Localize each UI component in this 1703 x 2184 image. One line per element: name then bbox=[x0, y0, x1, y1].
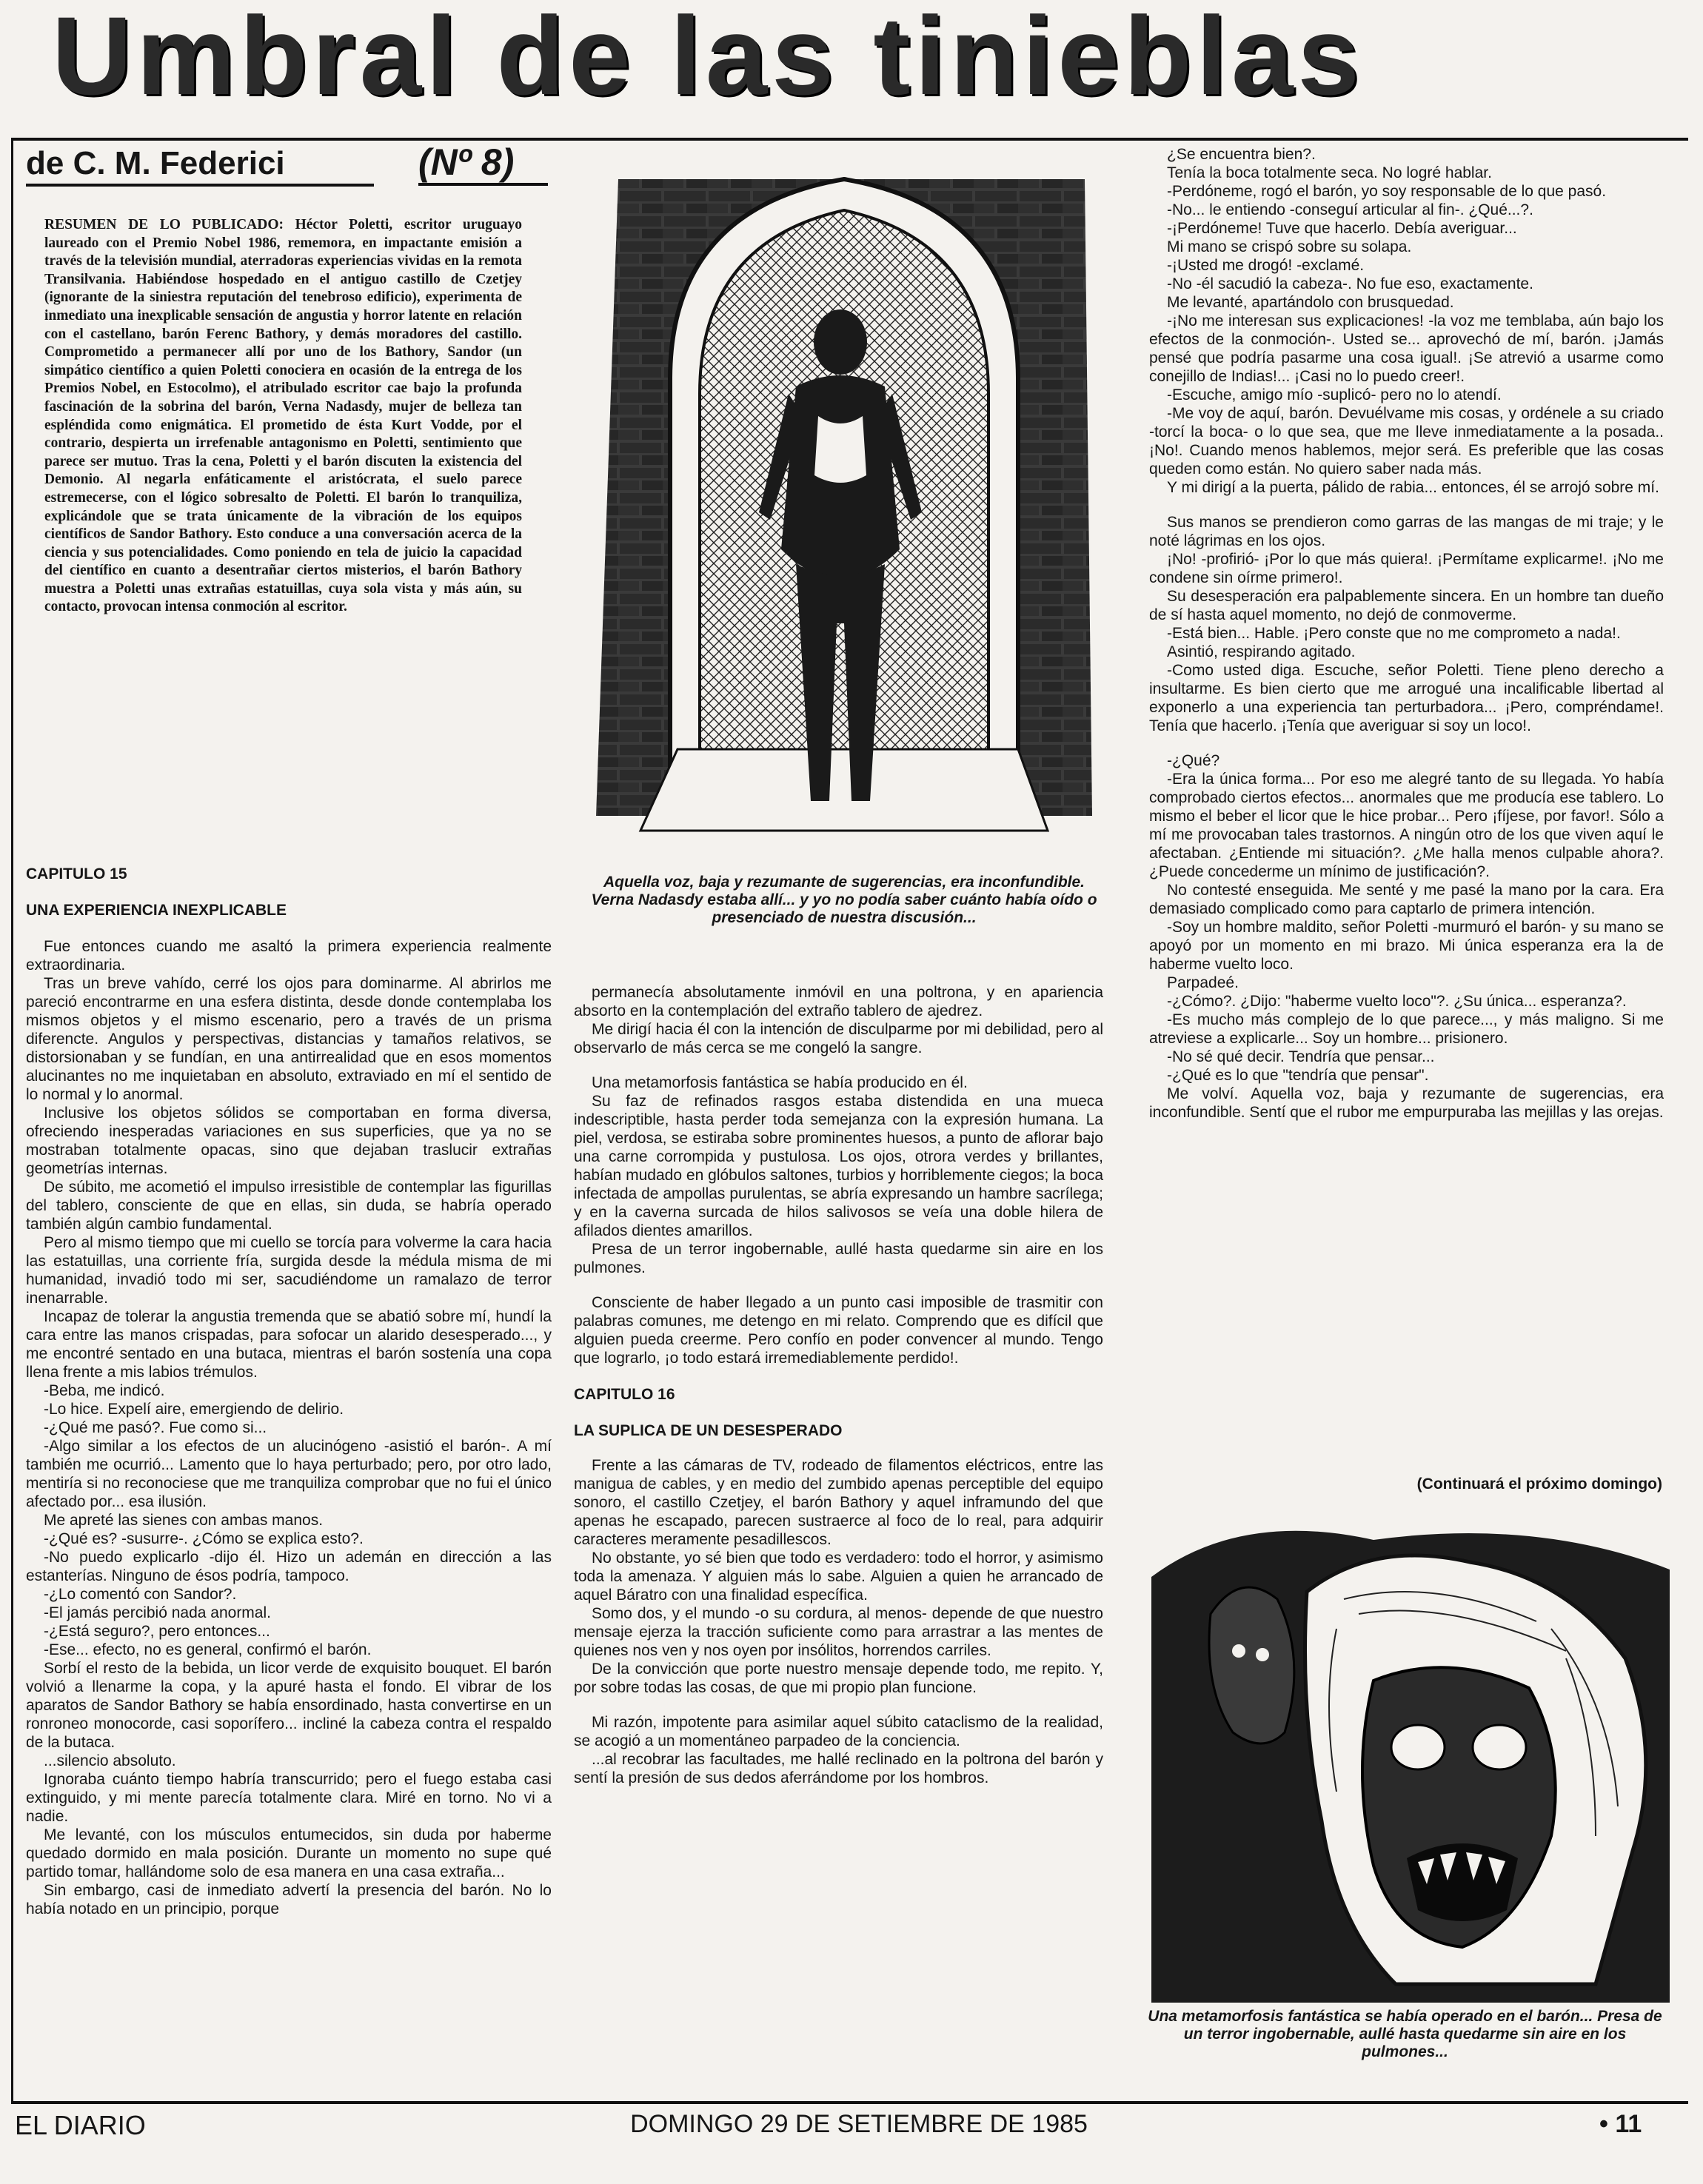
author-byline: de C. M. Federici bbox=[26, 145, 285, 181]
issue-number: (Nº 8) bbox=[418, 141, 515, 183]
paragraph: Tenía la boca totalmente seca. No logré hablar. bbox=[1167, 164, 1492, 181]
page-title: Umbral de las tinieblas bbox=[52, 0, 1364, 118]
paragraph: Tras un breve vahído, cerré los ojos para dominarme. Al abrirlos me pareció encontrarme en una esfera distinta, desde donde contemplaba los mismos objetos y el mismo escenario, pero a través de un prisma diferencte. Angulos y perspectivas, distancias y tamaños relativos, se distorsionaban y se fundían, en una antirrealidad que en esos momentos alucinantes no me inquietaban en absoluto, extraviado en mí el sentido de lo normal y lo anormal. bbox=[26, 975, 552, 1103]
paragraph: -Como usted diga. Escuche, señor Poletti. Tiene pleno derecho a insultarme. Es bien cierto que me arrogué una incalificable libertad al exponerlo a una experiencia tan perturbadora... ¡Pero, compréndame!. Tenía que hacerlo. ¡Tenía que averiguar si soy un loco!. bbox=[1149, 662, 1664, 734]
header-rule bbox=[11, 138, 1688, 141]
paragraph: Me levanté, con los músculos entumecidos, sin duda por haberme quedado dormido en mala posición. Durante un momento no supe qué partido tomar, hallándome solo de esa manera en una casa extraña... bbox=[26, 1826, 552, 1880]
paragraph: Pero al mismo tiempo que mi cuello se torcía para volverme la cara hacia las estatuillas, una corriente fría, surgida desde la médula misma de mi humanidad, invadió todo mi ser, sacudiéndome un ramalazo de terror inenarrable. bbox=[26, 1234, 552, 1307]
author-underline bbox=[26, 184, 374, 187]
paragraph: De la convicción que porte nuestro mensaje depende todo, me repito. Y, por sobre todas las cosas, de que mi propio plan funcione. bbox=[574, 1661, 1103, 1696]
chapter-subtitle: LA SUPLICA DE UN DESESPERADO bbox=[574, 1422, 843, 1439]
paragraph: -¿Qué me pasó?. Fue como si... bbox=[44, 1419, 267, 1436]
paragraph: Presa de un terror ingobernable, aullé hasta quedarme sin aire en los pulmones. bbox=[574, 1241, 1103, 1276]
summary-block bbox=[44, 216, 522, 617]
paragraph: -Perdóneme, rogó el barón, yo soy responsable de lo que pasó. bbox=[1167, 183, 1607, 200]
paragraph: Me levanté, apartándolo con brusquedad. bbox=[1167, 294, 1454, 311]
summary-text: Héctor Poletti, escritor uruguayo laureado con el Premio Nobel 1986, rememora, en impactante emisión a través de la televisión mundial, aterradoras experiencias vividas en la remota Transilvania. Habiéndose hospedado en el antiguo castillo de Czetjey (ignorante de la siniestra reputación del tenebroso edificio), experimenta de inmediato una inexplicable sensación de angustia y horror latente en relación con el castellano, barón Ferenc Bathory, y demás moradores del castillo. Comprometido a permanecer allí por uno de los Bathory, Sandor (un simpático científico a quien Poletti conociera en ocasión de la entrega de los Premios Nobel, en Estocolmo), el atribulado escritor cae bajo la profunda fascinación de la sobrina del barón, Verna Nadasdy, mujer de belleza tan espléndida como enigmática. El prometido de ésta Kurt Vodde, por el contrario, despierta un irrefenable antagonismo en Poletti, sentimiento que parece ser mutuo. Tras la cena, Poletti y el barón discuten la existencia del Demonio. Al negarla enfáticamente el aristócrata, el suelo parece estremecerse, con el lógico sobresalto de Poletti. El barón lo tranquiliza, explicándole que se trata únicamente de la vibración de los equipos científicos de Sandor Bathory. Esto conduce a una conversación acerca de la ciencia y sus potencialidades. Como poniendo en tela de juicio la capacidad del científico en cuanto a desentrañar ciertos misterios, el barón Bathory muestra a Poletti unas extrañas estatuillas, cuya sola vista y más aún, su contacto, provocan intensa conmoción al escritor. bbox=[44, 217, 523, 615]
paragraph: Sorbí el resto de la bebida, un licor verde de exquisito bouquet. El barón volvió a llenarme la copa, y la apuré hasta el fondo. El vibrar de los aparatos de Sandor Bathory se había ensordinado, hasta convertirse en un ronroneo monocorde, casi soporífero... incliné la cabeza contra el respaldo de la butaca. bbox=[26, 1660, 552, 1751]
chapter-heading: CAPITULO 15 bbox=[26, 865, 127, 882]
paragraph: ...silencio absoluto. bbox=[44, 1752, 176, 1769]
paragraph: permanecía absolutamente inmóvil en una poltrona, y en apariencia absorto en la contemplación del extraño tablero de ajedrez. bbox=[574, 984, 1103, 1019]
paragraph: Me volví. Aquella voz, baja y rezumante de sugerencias, era inconfundible. Sentí que el rubor me empurpuraba las mejillas y las orejas. bbox=[1149, 1085, 1664, 1121]
monster-face-illustration bbox=[1151, 1510, 1670, 2003]
illustration-caption: Aquella voz, baja y rezumante de sugerencias, era inconfundible. Verna Nadasdy estaba allí... y yo no podía saber cuánto había oído o presenciado de nuestra discusión... bbox=[591, 874, 1097, 926]
paragraph: Consciente de haber llegado a un punto casi imposible de trasmitir con palabras comunes, me detengo en mi relato. Comprendo que es difícil que alguien pueda creerme. Pero confío en poder convencer al mundo. Tengo que lograrlo, ¡o todo estará irremediablemente perdido!. bbox=[574, 1294, 1103, 1367]
paragraph: Sus manos se prendieron como garras de las mangas de mi traje; y le noté lágrimas en los ojos. bbox=[1149, 514, 1664, 549]
paragraph: -Escuche, amigo mío -suplicó- pero no lo atendí. bbox=[1167, 386, 1502, 403]
paragraph: -Es mucho más complejo de lo que parece..., y más maligno. Si me atreviese a explicarle... Soy un hombre... prisionero. bbox=[1149, 1011, 1664, 1047]
paragraph: Y mi dirigí a la puerta, pálido de rabia... entonces, él se arrojó sobre mí. bbox=[1167, 479, 1659, 496]
left-border-rule bbox=[11, 138, 13, 2103]
paragraph: Mi razón, impotente para asimilar aquel súbito cataclismo de la realidad, se acogió a un momentáneo parpadeo de la conciencia. bbox=[574, 1714, 1103, 1749]
column-3 bbox=[1149, 145, 1664, 1122]
paragraph: -Lo hice. Expelí aire, emergiendo de delirio. bbox=[44, 1401, 344, 1418]
monster-illustration-caption: Una metamorfosis fantástica se había operado en el barón... Presa de un terror ingobernable, aullé hasta quedarme sin aire en los pulmones... bbox=[1148, 2008, 1662, 2060]
paragraph: -¿Qué? bbox=[1167, 752, 1220, 769]
paragraph: Ignoraba cuánto tiempo habría transcurrido; pero el fuego estaba casi extinguido, y mi mente parecía totalmente clara. Miré en torno. No vi a nadie. bbox=[26, 1771, 552, 1825]
doorway-illustration-svg bbox=[574, 164, 1114, 868]
paragraph: -¿Está seguro?, pero entonces... bbox=[44, 1623, 270, 1640]
paragraph: -Está bien... Hable. ¡Pero conste que no me comprometo a nada!. bbox=[1167, 625, 1621, 642]
paragraph: Su faz de refinados rasgos estaba distendida en una mueca indescriptible, hasta perder toda semejanza con la expresión humana. La piel, verdosa, se estiraba sobre prominentes huesos, a punto de aflorar bajo una carne corrompida y pustulosa. Los ojos, otrora verdes y brillantes, habían mudado en glóbulos saltones, turbios y horriblemente ciegos; la boca infectada de ampollas purulentas, se abría expresando un hambre sacrílega; y en la caverna surcada de hilos salivosos se veía una doble hilera de afilados dientes amarillos. bbox=[574, 1093, 1103, 1239]
publication-date: DOMINGO 29 DE SETIEMBRE DE 1985 bbox=[630, 2110, 1088, 2138]
chapter-heading: CAPITULO 16 bbox=[574, 1386, 675, 1403]
paragraph: -¡Usted me drogó! -exclamé. bbox=[1167, 257, 1365, 274]
chapter-subtitle: UNA EXPERIENCIA INEXPLICABLE bbox=[26, 902, 287, 919]
woman-in-gothic-doorway-illustration bbox=[574, 164, 1114, 868]
paragraph: ...al recobrar las facultades, me hallé reclinado en la poltrona del barón y sentí la presión de sus dedos aferrándome por los hombros. bbox=[574, 1751, 1103, 1786]
continued-note: (Continuará el próximo domingo) bbox=[1416, 1475, 1662, 1493]
paragraph: -Ese... efecto, no es general, confirmó el barón. bbox=[44, 1641, 372, 1658]
paragraph: Fue entonces cuando me asaltó la primera experiencia realmente extraordinaria. bbox=[26, 938, 552, 974]
paragraph: Una metamorfosis fantástica se había producido en él. bbox=[592, 1074, 968, 1091]
monster-illustration-svg bbox=[1151, 1510, 1670, 2003]
paragraph: -Soy un hombre maldito, señor Poletti -murmuró el barón- y su mano se apoyó por un momento en mi brazo. Mi única esperanza era la de haberme vuelto loco. bbox=[1149, 919, 1664, 973]
paragraph: Incapaz de tolerar la angustia tremenda que se abatió sobre mí, hundí la cara entre las manos crispadas, para sofocar un alarido desesperado..., y me encontré sentado en una butaca, mientras el barón sostenía una copa llena frente a mis labios trémulos. bbox=[26, 1308, 552, 1381]
paragraph: -No -él sacudió la cabeza-. No fue eso, exactamente. bbox=[1167, 275, 1533, 292]
paragraph: -Era la única forma... Por eso me alegré tanto de su llegada. Yo había comprobado ciertos efectos... anormales que me producía ese tablero. Lo mismo el beber el licor que le hice probar... Pero ¡fíjese, por favor!. Sólo a mí me provocaban tales trastornos. A ningún otro de los que viven aquí le afectaban. ¿Entiende mi situación?. ¿Me halla menos culpable ahora?. ¿Puede concederme un mínimo de justificación?. bbox=[1149, 771, 1664, 880]
paragraph: -No puedo explicarlo -dijo él. Hizo un ademán en dirección a las estanterías. Ninguno de ésos podría, tampoco. bbox=[26, 1549, 552, 1584]
paragraph: -Me voy de aquí, barón. Devuélvame mis cosas, y ordénele a su criado -torcí la boca- o lo que sea, que me lleve inmediatamente a la posada..¡No!. Cuando menos hablemos, mejor será. Es preferible que las cosas queden como están. No quiero saber nada más. bbox=[1149, 405, 1664, 478]
column-1 bbox=[26, 865, 552, 1918]
paragraph: ¡No! -profirió- ¡Por lo que más quiera!. ¡Permítame explicarme!. ¡No me condene sin oírme primero!. bbox=[1149, 551, 1664, 586]
issue-underline bbox=[418, 183, 548, 186]
paragraph: Frente a las cámaras de TV, rodeado de filamentos eléctricos, entre las manigua de cables, y en medio del zumbido apenas perceptible del equipo sonoro, el castillo Czetjey, el barón Bathory y aquel inframundo del que apenas he escapado, parecen sustraerce al foco de lo real, para adquirir caracteres meramente pesadillescos. bbox=[574, 1457, 1103, 1548]
paragraph: Somo dos, y el mundo -o su cordura, al menos- depende de que nuestro mensaje ejerza la tracción suficiente como para arrastrar a las mentes de quienes nos ven y nos oyen por insólitos, horrendos carriles. bbox=[574, 1605, 1103, 1659]
paragraph: -¡No me interesan sus explicaciones! -la voz me temblaba, aún bajo los efectos de la conmoción-. Usted se... aprovechó de mí, barón. ¡Jamás pensé que podría pasarme una cosa igual!. ¡Se atrevió a usarme como conejillo de Indias!... ¡Casi no lo puedo creer!. bbox=[1149, 312, 1664, 385]
paragraph: -¡Perdóneme! Tuve que hacerlo. Debía averiguar... bbox=[1167, 220, 1517, 237]
paragraph: Me dirigí hacia él con la intención de disculparme por mi debilidad, pero al observarlo de más cerca se me congeló la sangre. bbox=[574, 1021, 1103, 1056]
paragraph: Sin embargo, casi de inmediato advertí la presencia del barón. No lo había notado en un principio, porque bbox=[26, 1882, 552, 1917]
footer-rule bbox=[11, 2101, 1688, 2104]
paragraph: -¿Qué es lo que "tendría que pensar". bbox=[1167, 1067, 1429, 1084]
paragraph: -No sé qué decir. Tendría que pensar... bbox=[1167, 1048, 1435, 1065]
paragraph: Parpadeé. bbox=[1167, 974, 1239, 991]
paragraph: Inclusive los objetos sólidos se comportaban en forma diversa, ofreciendo inesperadas variaciones en sus superficies, que ya no se mostraban totalmente opacas, sino que dejaban traslucir extrañas geometrías internas. bbox=[26, 1105, 552, 1177]
paragraph: Asintió, respirando agitado. bbox=[1167, 643, 1356, 660]
paragraph: -¿Lo comentó con Sandor?. bbox=[44, 1586, 237, 1603]
paragraph: Me apreté las sienes con ambas manos. bbox=[44, 1512, 324, 1529]
summary-label: RESUMEN DE LO PUBLICADO: bbox=[44, 217, 284, 232]
paragraph: -El jamás percibió nada anormal. bbox=[44, 1604, 271, 1621]
column-2 bbox=[574, 983, 1103, 1787]
paragraph: De súbito, me acometió el impulso irresistible de contemplar las figurillas del tablero, consciente de que en ellas, sin duda, se habría operado también algún cambio fundamental. bbox=[26, 1179, 552, 1233]
paragraph: -Beba, me indicó. bbox=[44, 1382, 165, 1399]
paragraph: Mi mano se crispó sobre su solapa. bbox=[1167, 238, 1412, 255]
paragraph: Su desesperación era palpablemente sincera. En un hombre tan dueño de sí hasta aquel momento, no dejó de conmoverme. bbox=[1149, 588, 1664, 623]
paragraph: -Algo similar a los efectos de un alucinógeno -asistió el barón-. A mí también me ocurrió... Lamento que lo haya perturbado; pero, por otro lado, mentiría si no reconociese que me tranquiliza comprobar que no fui el único afectado por... esa ilusión. bbox=[26, 1438, 552, 1510]
page-number: • 11 bbox=[1599, 2110, 1642, 2138]
paragraph: -¿Qué es? -susurre-. ¿Cómo se explica esto?. bbox=[44, 1530, 364, 1547]
paragraph: No contesté enseguida. Me senté y me pasé la mano por la cara. Era demasiado complicado como para captarlo de primera intención. bbox=[1149, 882, 1664, 917]
paragraph: -No... le entiendo -conseguí articular al fin-. ¿Qué...?. bbox=[1167, 201, 1533, 218]
paragraph: -¿Cómo?. ¿Dijo: "haberme vuelto loco"?. ¿Su única... esperanza?. bbox=[1167, 993, 1627, 1010]
paragraph: ¿Se encuentra bien?. bbox=[1167, 146, 1316, 163]
paragraph: No obstante, yo sé bien que todo es verdadero: todo el horror, y asimismo toda la amenaza. Y alguien más lo sabe. Alguien a quien he arrancado de aquel Báratro con una finalidad específica. bbox=[574, 1550, 1103, 1604]
newspaper-name: EL DIARIO bbox=[15, 2110, 146, 2140]
